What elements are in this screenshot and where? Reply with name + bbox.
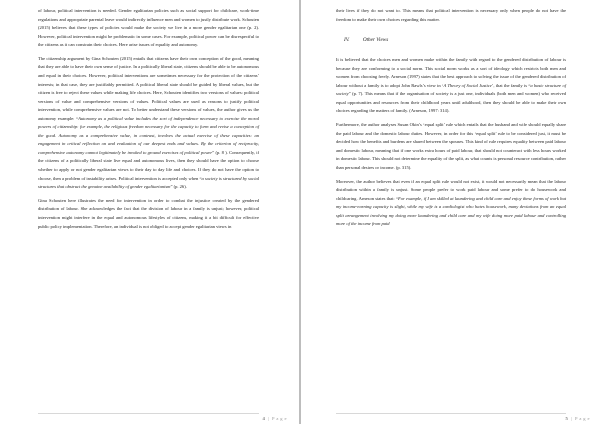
section-heading [336,37,566,43]
right-page-intro [336,7,566,24]
body-paragraph [38,7,259,50]
body-paragraph [38,55,259,192]
quoted-text: For example, if I am skilled at laundering and child care and enjoy these forms of work but my income-earning capacity is slight, while my wife is a cardiologist who hates housework, many deviations from an equal split arrangement involving my doing more laundering and child care and my wife doing more paid labour and controlling more of the income from paid [336,195,566,227]
quoted-text: Autonomy as a political value includes the sort of independence necessary to exercise the moral powers of citizenship: for example, the religious freedom necessary for the capacity to form and revise a conception of the good. Autonomy as a comprehensive value, in contrast, involves the actual exercise of these capacities: an engagement in critical reflection on and evaluation of our deepest ends and values. By the criterion of reciprocity, comprehensive autonomy cannot legitimately be invoked to ground exercises of political power [38,115,259,155]
paragraph-text: Gina Schouten here illustrates the need for intervention in order to combat the injustice created by the gendered distribution of labour. She acknowledges the fact that the division of labour in a family is unjust; however, political intervention might interfere in the equal and autonomous lifestyles of citizens, making it a bit difficult for effective public policy implementation. Therefore, an individual is not obliged to accept gender egalitarian views in [38,197,259,229]
footer-page-word: P a g e [271,416,287,421]
paragraph-text: The citizenship argument by Gina Schouten (2015) entails that citizens have their own conception of the good, meaning that they are able to have their own sense of justice. In a politically liberal state, citizens should be able to be autonomous and equal in their choices. However, political interventions are sometimes necessary for the protection of the citizens’ interests; in that case, they are justifiably permitted. A political liberal state should be guided by liberal values, but the citizen is free to reject these values while making life choices. Here, Schouten identifies two versions of values: political versions of value and comprehensive versions of values. Political values are used as reasons to justify political intervention, while comprehensive values are not. To better understand these versions of values, the author gives us the autonomy example: “ [38,55,259,121]
right-footer-rule [336,413,566,414]
footer-separator: | [267,416,269,421]
quoted-text: a basic structure of society [336,82,566,97]
left-page-footer [262,416,287,421]
body-paragraph [336,7,566,24]
quoted-text: A Theory of Social Justice [443,82,492,88]
section-title: Other Views [362,37,389,44]
page-number: 5 [565,416,568,421]
footer-separator: | [570,416,572,421]
right-page-body [336,56,566,229]
paragraph-text: ” (p. 8 ). Consequently, if the citizens of a politically liberal state live equal and autonomous lives, then they should have the option to choose whether to apply or not gender egalitarian views to their day to day life and choices. If they do not have the option to choose, then a problem of instability arises. Political intervention is accepted only when “ [38,149,259,181]
body-paragraph [38,197,259,231]
paragraph-text: of labour, political intervention is needed. Gender egalitarian policies such as social support for childcare, work-time regulations and appropriate parental leave would indirectly influence men and women to justly distribute work. Schouten (2015) believes that these types of policies would make the society we live in a more gender egalitarian one (p. 2). However, political intervention might be problematic in some cases. For example, political power can be disrespectful to the citizens as it can constrain their choices. Here arise issues of equality and autonomy. [38,8,259,48]
left-page-body [38,7,259,231]
quoted-text: a society is structured by social structures that obstruct the genuine availability of gender egalitarianism [38,175,259,190]
body-paragraph [336,121,566,172]
paragraph-text: It is believed that the choices men and women make within the family with regard to the gendered distribution of labour is because they are conforming to a social norm. This social norm works as a sort of ideology which restricts both men and women from choosing freely. Arneson (1997) states that the best approach to solving the issue of the gendered distribution of labour without a family is to adopt John Rawls’s view in ‘ [336,57,566,88]
paragraph-text: ” (p. 26). [170,184,187,190]
paragraph-text: Furthermore, the author analyses Susan Okin’s ‘equal split’ rule which entails that the husband and wife should equally share the paid labour and the domestic labour duties. However, in order for this ‘equal split’ rule to be considered just, it must be decided how the benefits and burdens are shared between the spouses. This kind of rule requires equality between paid labour and domestic labour, meaning that if one works extra hours of paid labour, that should not counteract with less hours worked in domestic labour. This should not determine the equality of the split, as what counts is personal resource contribution, rather than personal desires or income. (p. 315). [336,122,566,170]
right-page [301,0,600,424]
body-paragraph [336,178,566,229]
left-page [0,0,299,424]
page-number: 4 [262,416,265,421]
right-page-footer [565,416,590,421]
paragraph-text: ’, that the family is “ [491,82,531,88]
section-numeral: IV. [344,37,350,44]
paragraph-text: Moreover, the author believes that even if an equal split rule would not exist, it would not necessarily mean that the labour distribution within a family is unjust. Some people prefer to work paid labour and some prefer to do housework and childcaring. Arneson states that: “ [336,178,566,201]
paragraph-text: their lives if they do not want to. This means that political intervention is necessary only when people do not have the freedom to make their own choices regarding this matter. [336,8,566,22]
body-paragraph [336,56,566,116]
paragraph-text: ” (p. 7). This means that if the organisation of society is a just one, individuals (both men and women) who received equal opportunities and resources from their childhood years until adulthood, then they should be able to make their own choices regarding the matters of family. (Arneson, 1997: 314). [336,91,566,114]
left-footer-rule [38,413,259,414]
footer-page-word: P a g e [574,416,590,421]
